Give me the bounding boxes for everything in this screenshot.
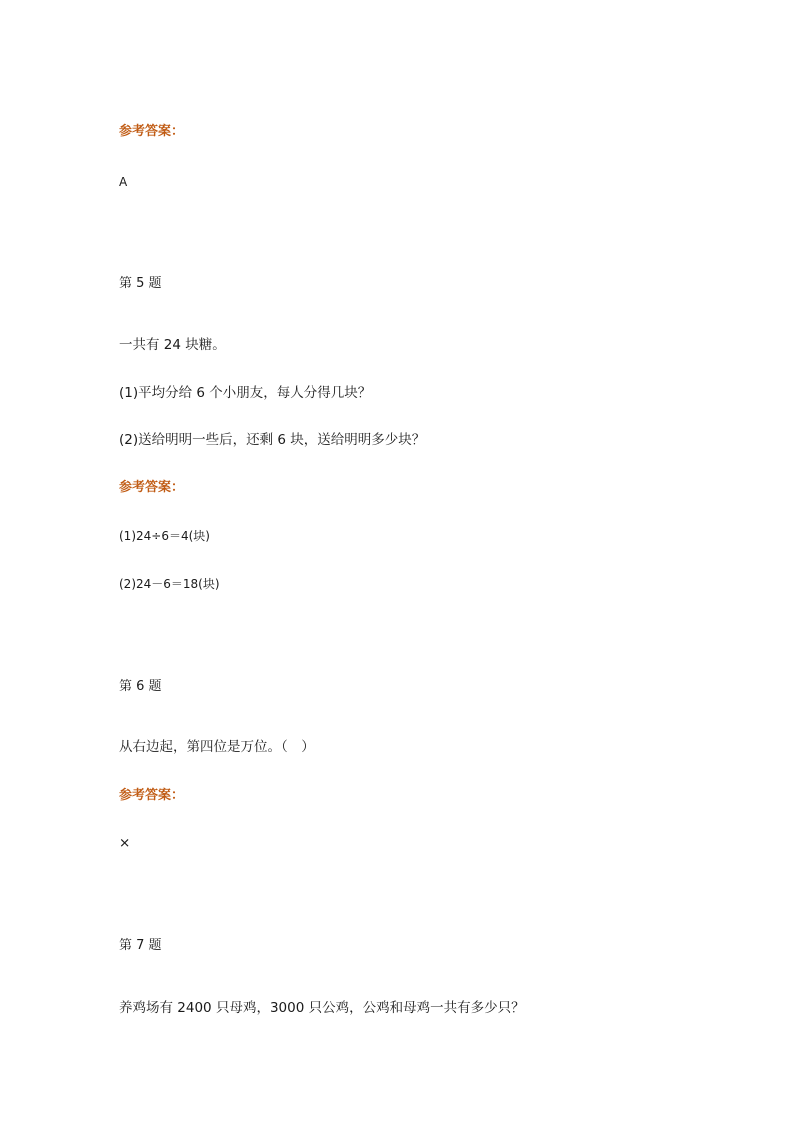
- answer-label: 参考答案：: [119, 124, 185, 139]
- answer-label: 参考答案：: [119, 788, 185, 803]
- question-header: 第 5 题: [119, 276, 162, 291]
- question-text: 从右边起，第四位是万位。（ ）: [119, 739, 315, 755]
- answer-text: (2)24－6＝18(块): [119, 577, 220, 591]
- question-header: 第 7 题: [119, 938, 162, 953]
- question-text: (2)送给明明一些后，还剩 6 块，送给明明多少块？: [119, 432, 426, 448]
- answer-text: (1)24÷6＝4(块): [119, 529, 210, 543]
- answer-label: 参考答案：: [119, 480, 185, 495]
- question-text: (1)平均分给 6 个小朋友，每人分得几块？: [119, 385, 372, 401]
- answer-text: ×: [119, 835, 131, 851]
- question-text: 养鸡场有 2400 只母鸡，3000 只公鸡，公鸡和母鸡一共有多少只？: [119, 1000, 525, 1016]
- answer-text: A: [119, 175, 128, 189]
- question-text: 一共有 24 块糖。: [119, 337, 226, 353]
- question-header: 第 6 题: [119, 679, 162, 694]
